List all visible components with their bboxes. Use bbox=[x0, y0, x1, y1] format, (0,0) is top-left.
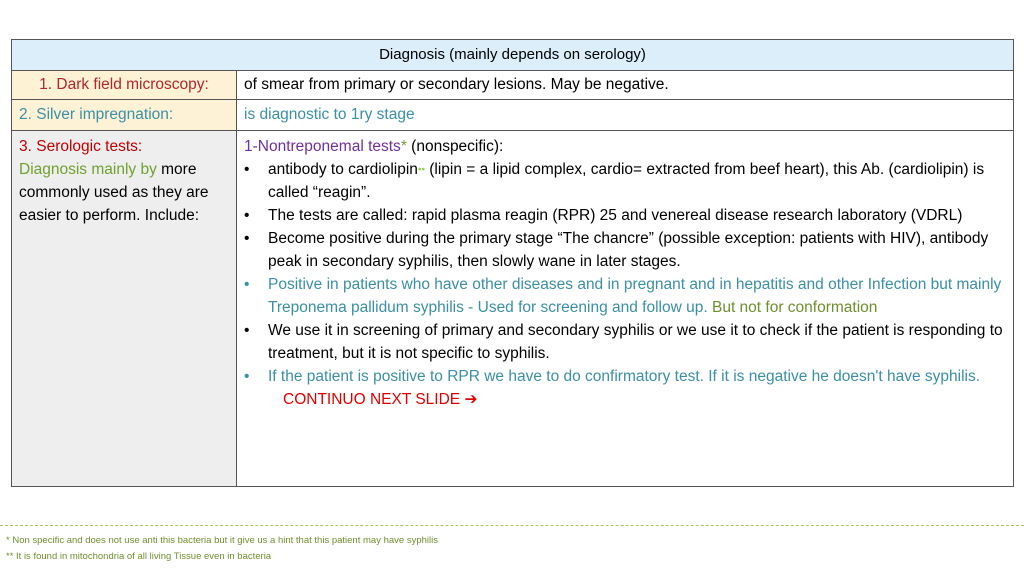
silver-label: 2. Silver impregnation: bbox=[12, 100, 237, 131]
bullet-text: antibody to cardiolipin bbox=[268, 161, 418, 178]
nontreponemal-heading bbox=[244, 135, 1007, 158]
bullet-icon: • bbox=[244, 322, 250, 340]
list-item bbox=[244, 365, 1007, 388]
list-item bbox=[244, 204, 1007, 227]
footnote-star: * bbox=[400, 138, 407, 155]
bullet-icon: • bbox=[244, 368, 250, 386]
footnote-2: ** It is found in mitochondria of all living Tissue even in bacteria bbox=[6, 551, 272, 562]
bullet-text: But not for conformation bbox=[711, 299, 878, 317]
bullet-text: Positive in patients who have other diseases and in pregnant and in hepatitis and other Infection but mainly Treponema pallidum syphilis - Used for screening and follow up. bbox=[268, 276, 1002, 317]
dark-field-label: 1. Dark field microscopy: bbox=[12, 71, 237, 100]
bullet-icon: • bbox=[244, 276, 250, 294]
bullet-icon: • bbox=[244, 207, 250, 225]
diagnosis-table bbox=[11, 39, 1014, 487]
bullet-list bbox=[244, 158, 1007, 388]
table-header-row bbox=[12, 40, 1014, 71]
bullet-icon: • bbox=[244, 161, 250, 178]
continue-note bbox=[244, 388, 1007, 411]
table-row bbox=[12, 100, 1014, 131]
bullet-icon: • bbox=[244, 230, 250, 248]
bullet-text: We use it in screening of primary and secondary syphilis or we use it to check if the patient is responding to treatment, but it is not specific to syphilis. bbox=[268, 322, 1003, 363]
list-item bbox=[244, 227, 1007, 273]
list-item bbox=[244, 273, 1007, 319]
serologic-rest-text: more commonly used as they are easier to perform. Include: bbox=[19, 161, 209, 224]
footnote-1: * Non specific and does not use anti this bacteria but it give us a hint that this patient may have syphilis bbox=[6, 535, 438, 546]
bullet-text: If the patient is positive to RPR we have to do confirmatory test. If it is negative he doesn't have syphilis. bbox=[268, 368, 981, 386]
nontreponemal-rest: (nonspecific): bbox=[406, 138, 504, 155]
serologic-green-text: Diagnosis mainly by bbox=[19, 161, 157, 178]
footnote-divider bbox=[0, 525, 1024, 526]
serologic-description bbox=[19, 158, 230, 227]
list-item bbox=[244, 319, 1007, 365]
nontreponemal-title: 1-Nontreponemal tests bbox=[244, 138, 401, 155]
serologic-content-cell bbox=[237, 131, 1014, 487]
footnote-dots: •• bbox=[417, 164, 425, 176]
dark-field-text: of smear from primary or secondary lesions. May be negative. bbox=[237, 71, 1014, 100]
bullet-text: Become positive during the primary stage “The chancre” (possible exception: patients with HIV), antibody peak in secondary syphilis, then slowly wane in later stages. bbox=[268, 230, 989, 271]
list-item bbox=[244, 158, 1007, 204]
table-row bbox=[12, 71, 1014, 100]
table-header: Diagnosis (mainly depends on serology) bbox=[12, 40, 1014, 71]
bullet-text: (lipin = a lipid complex, cardio= extracted from beef heart), this Ab. (cardiolipin) is called “reagin”. bbox=[268, 161, 985, 202]
silver-text: is diagnostic to 1ry stage bbox=[237, 100, 1014, 131]
continue-text: CONTINUO NEXT SLIDE bbox=[283, 391, 461, 409]
bullet-text: The tests are called: rapid plasma reagin (RPR) 25 and venereal disease research laboratory (VDRL) bbox=[268, 207, 963, 225]
serologic-label-cell bbox=[12, 131, 237, 487]
arrow-right-icon: ➔ bbox=[464, 391, 478, 409]
serologic-title: 3. Serologic tests: bbox=[19, 138, 143, 155]
table-row bbox=[12, 131, 1014, 487]
